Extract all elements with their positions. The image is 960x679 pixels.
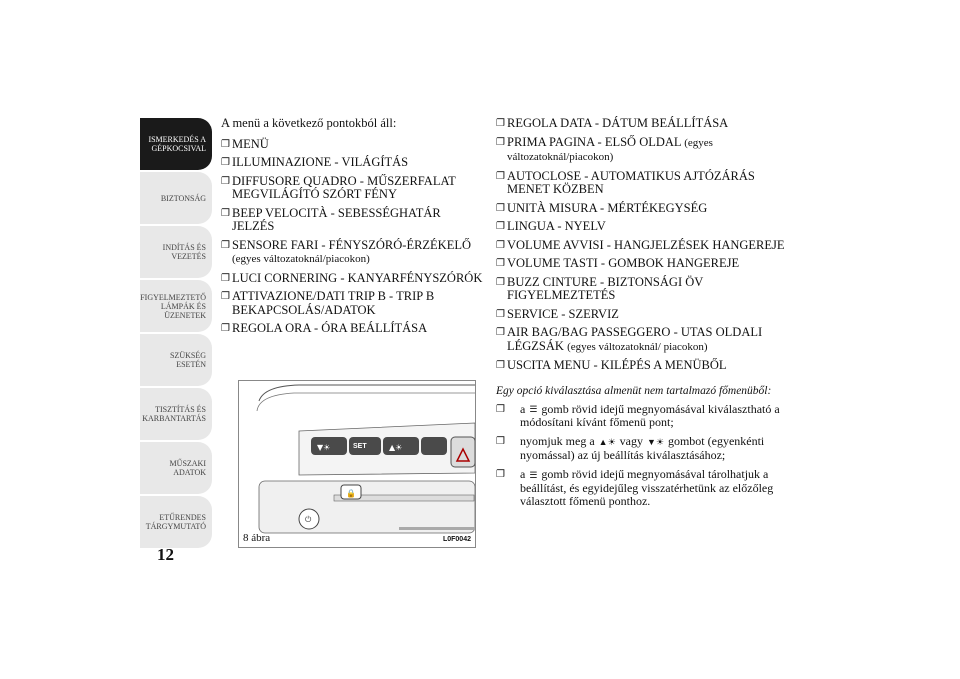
list-item: ❐ BUZZ CINTURE - BIZTONSÁGI ÖV FIGYELMEZTETÉS (496, 276, 791, 303)
list-item: ❐ DIFFUSORE QUADRO - MŰSZERFALAT MEGVILÁGÍTÓ SZÓRT FÉNY (221, 175, 483, 202)
tab-inditas[interactable] (140, 226, 212, 278)
list-item: ❐ PRIMA PAGINA - ELSŐ OLDAL (egyes változatoknál/piacokon) (496, 136, 791, 165)
figure-code: L0F0042 (442, 536, 471, 543)
left-column (221, 117, 483, 341)
item-note: (egyes változatoknál/piacokon) (232, 253, 370, 265)
tab-label: TISZTÍTÁS ÉS KARBANTARTÁS (142, 405, 206, 423)
list-item: ❐ BEEP VELOCITÀ - SEBESSÉGHATÁR JELZÉS (221, 207, 483, 234)
svg-text:SET: SET (353, 443, 367, 450)
tab-ismerkedes[interactable] (140, 118, 212, 170)
tab-targymutato[interactable] (140, 496, 212, 548)
list-item: ❐ MENÜ (221, 138, 483, 152)
tab-label: ISMERKEDÉS A GÉPKOCSIVAL (148, 135, 206, 153)
steps-list (496, 403, 791, 508)
list-item: ❐ VOLUME TASTI - GOMBOK HANGEREJE (496, 257, 791, 271)
menu-options-list (221, 138, 483, 336)
tab-tisztitas[interactable] (140, 388, 212, 440)
item-note: (egyes változatoknál/piacokon) (507, 136, 713, 163)
list-item: ❐ a ☰ gomb rövid idejű megnyomásával kiválasztható a módosítani kívánt főmenü pont; (496, 403, 791, 430)
list-item: ❐ VOLUME AVVISI - HANGJELZÉSEK HANGEREJE (496, 239, 791, 253)
list-item: ❐ AIR BAG/BAG PASSEGGERO - UTAS OLDALI LÉGZSÁK (egyes változatoknál/ piacokon) (496, 326, 791, 354)
down-arrow-button-icon: ▼☀ (646, 437, 664, 447)
list-item: ❐ REGOLA DATA - DÁTUM BEÁLLÍTÁSA (496, 117, 791, 131)
tab-label: SZÜKSÉG ESETÉN (169, 351, 206, 369)
tab-label: FIGYELMEZTETŐ LÁMPÁK ÉS ÜZENETEK (140, 292, 206, 320)
list-item: ❐ USCITA MENU - KILÉPÉS A MENÜBŐL (496, 359, 791, 373)
list-item: ❐ nyomjuk meg a ▲☀ vagy ▼☀ gombot (egyenkénti nyomással) az új beállítás kiválasztásához; (496, 435, 791, 462)
list-item: ❐ ILLUMINAZIONE - VILÁGÍTÁS (221, 156, 483, 170)
list-item: ❐ SENSORE FARI - FÉNYSZÓRÓ-ÉRZÉKELŐ (egyes változatoknál/piacokon) (221, 239, 483, 267)
tab-label: ETŰRENDES TÁRGYMUTATÓ (145, 513, 206, 531)
list-item: ❐ a ☰ gomb rövid idejű megnyomásával tárolhatjuk a beállítást, és egyidejűleg visszatérhetünk az előzőleg választott főmenü ponthoz. (496, 468, 791, 508)
list-item: ❐ UNITÀ MISURA - MÉRTÉKEGYSÉG (496, 202, 791, 216)
tab-szukseg[interactable] (140, 334, 212, 386)
item-note: (egyes változatoknál/ piacokon) (567, 340, 708, 353)
svg-text:▲☀: ▲☀ (389, 443, 403, 452)
intro-text: A menü a következő pontokból áll: (221, 116, 397, 130)
svg-text:🔒: 🔒 (346, 489, 356, 498)
list-item: ❐ LINGUA - NYELV (496, 220, 791, 234)
figure-caption: 8 ábra (243, 532, 271, 544)
hazard-button-icon[interactable] (451, 437, 475, 467)
list-item: ❐ SERVICE - SZERVIZ (496, 308, 791, 322)
svg-text:▼☀: ▼☀ (317, 443, 331, 452)
tab-label: INDÍTÁS ÉS VEZETÉS (162, 243, 206, 261)
svg-text:⏻: ⏻ (305, 515, 312, 524)
chapter-tabs (140, 118, 212, 550)
list-item: ❐ LUCI CORNERING - KANYARFÉNYSZÓRÓK (221, 272, 483, 286)
tab-label: BIZTONSÁG (160, 193, 206, 203)
right-column (496, 117, 791, 514)
menu-options-list-continued (496, 117, 791, 373)
list-item: ❐ AUTOCLOSE - AUTOMATIKUS AJTÓZÁRÁS MENET KÖZBEN (496, 170, 791, 197)
tab-figyelmezteto[interactable] (140, 280, 212, 332)
dashboard-drawing (239, 381, 475, 547)
up-arrow-button-icon: ▲☀ (598, 437, 616, 447)
tab-muszaki[interactable] (140, 442, 212, 494)
set-button-icon: ☰ (529, 404, 538, 415)
page-number: 12 (157, 545, 174, 564)
fog-light-button-icon[interactable] (421, 437, 447, 455)
list-item: ❐ REGOLA ORA - ÓRA BEÁLLÍTÁSA (221, 322, 483, 336)
tab-label: MŰSZAKI ADATOK (169, 459, 206, 477)
note-title: Egy opció kiválasztása almenüt nem tartalmazó főmenüből: (496, 384, 772, 397)
set-button-icon: ☰ (529, 469, 538, 480)
list-item: ❐ ATTIVAZIONE/DATI TRIP B - TRIP B BEKAPCSOLÁS/ADATOK (221, 290, 483, 317)
figure-8-dashboard-buttons (238, 380, 476, 548)
tab-biztonsag[interactable] (140, 172, 212, 224)
